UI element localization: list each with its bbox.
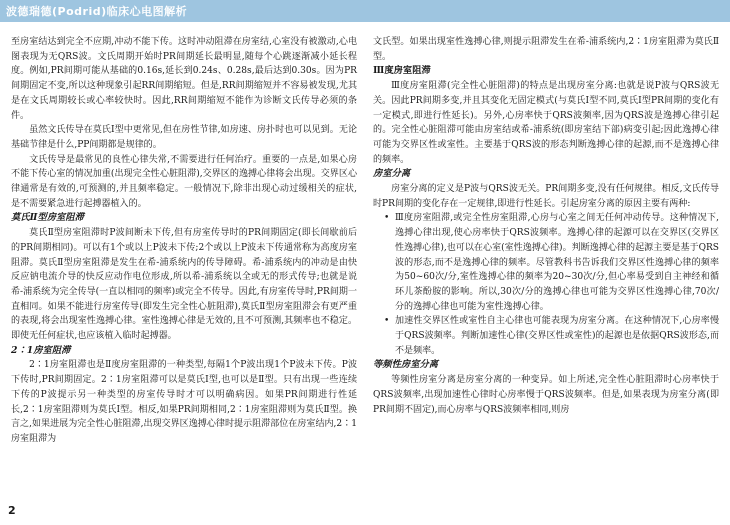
paragraph: Ⅲ度房室阻滞(完全性心脏阻滞)的特点是出现房室分离:也就是说P波与QRS波无关。因此PR间期多变,并且其变化无固定模式(与莫氏Ⅰ型不同,莫氏Ⅰ型PR间期的变化有一定模式,即进行性延长)。另外,心房率快于QRS波频率,因为QRS波是逸搏心律引起的。完全性心脏阻滞可能由房室结或希-浦系统(即房室结下部)病变引起;因此逸搏心律可能为交界区性或室性。主要基于QRS波的形态判断逸搏心律的起源,而不是逸搏心律的频率。 [373, 81, 719, 165]
book-title: 波德瑞德(Podrid)临床心电图解析 [6, 5, 188, 18]
right-column [373, 35, 719, 417]
list-item: • Ⅲ度房室阻滞,或完全性房室阻滞,心房与心室之间无任何冲动传导。这种情况下,逸搏心律出现,使心房率快于QRS波频率。逸搏心律的起源可以在交界区(交界区性逸搏心律),也可以在心室(室性逸搏心律)。判断逸搏心律的起源主要是基于QRS波的形态,而不是逸搏心律的频率。尽管教科书告诉我们交界区性逸搏心律的频率为50~60次/分,室性逸搏心律的频率为20~30次/分,但心率易受到自主神经和循环儿茶酚胺的影响。所以,30次/分的逸搏心律也可能为交界区性逸搏心律,70次/分的逸搏心律也可能为室性逸搏心律。 [395, 211, 719, 314]
section-heading-third-degree: Ⅲ度房室阻滞 [373, 65, 431, 77]
section-heading-mobitz-ii: 莫氏Ⅱ型房室阻滞 [11, 212, 84, 224]
paragraph: 虽然文氏传导在莫氏I型中更常见,但在房性节律,如房速、房扑时也可以见到。无论基础节律是什么,PP间期都是规律的。 [11, 125, 357, 150]
cause-list [373, 211, 719, 358]
section-heading-2-1-block: 2∶1房室阻滞 [11, 344, 71, 356]
paragraph: 至房室结达到完全不应期,冲动不能下传。这时冲动阻滞在房室结,心室没有被激动,心电图表现为无QRS波。文氏周期开始时PR间期延长最明显,随每个心跳逐渐减小延长程度。例如,PR间期可能从基础的0.16s,延长到0.24s、0.28s,最后达到0.30s。因为PR间期固定不变,所以这种现象引起RR间期缩短。但是,RR间期缩短并不容易被发现,尤其是在文氏周期较长或心率较快时。因此,RR间期缩短不能作为诊断文氏传导必须的条件。 [11, 37, 357, 121]
paragraph: 房室分离的定义是P波与QRS波无关。PR间期多变,没有任何规律。相反,文氏传导时PR间期的变化存在一定规律,即进行性延长。引起房室分离的原因主要有两种: [373, 184, 719, 209]
paragraph: 文氏型。如果出现室性逸搏心律,则提示阻滞发生在希-浦系统内,2∶1房室阻滞为莫氏Ⅱ型。 [373, 37, 719, 62]
page-number: 2 [8, 504, 16, 517]
paragraph: 等频性房室分离是房室分离的一种变异。如上所述,完全性心脏阻滞时心房率快于QRS波频率,出现加速性心律时心房率慢于QRS波频率。但是,如果表现为房室分离(即PR间期不固定),而心房率与QRS波频率相同,则房 [373, 375, 719, 415]
paragraph: 莫氏Ⅱ型房室阻滞时P波间断未下传,但有房室传导时的PR间期固定(即长间歇前后的PR间期相同)。可以有1个或以上P波未下传;2个或以上P波未下传通常称为高度房室阻滞。莫氏Ⅱ型房室阻滞是发生在希-浦系统内的传导障碍。希-浦系统内的冲动是由快反应钠电流介导的快反应动作电位形成,所以希-浦系统以全或无的形式传导;也就是说希-浦系统为完全传导(一直以相同的频率)或完全不传导。因此,有房室传导时,PR间期一直相同。如果不能进行房室传导(即发生完全性心脏阻滞),莫氏Ⅱ型房室阻滞会有更严重的表现,将会出现室性逸搏心律。室性逸搏心律是无效的,且不可预测,其频率也不稳定。即使无任何症状,也应该植入临时起搏器。 [11, 228, 357, 342]
list-item: • 加速性交界区性或室性自主心律也可能表现为房室分离。在这种情况下,心房率慢于QRS波频率。判断加速性心律(交界区性或室性)的起源也是依据QRS波形态,而不是频率。 [395, 314, 719, 358]
section-heading-isorhythmic: 等频性房室分离 [373, 359, 439, 371]
left-column [11, 35, 357, 447]
section-heading-av-dissociation: 房室分离 [373, 168, 411, 180]
page-header [0, 0, 730, 22]
paragraph: 文氏传导是最常见的良性心律失常,不需要进行任何治疗。重要的一点是,如果心房不能下传心室的情况加重(出现完全性心脏阻滞),交界区的逸搏心律将会出现。交界区心律通常是有效的,可预测的,并且频率稳定。一般情况下,除非出现心动过缓相关的症状,是不需要紧急进行起搏器植入的。 [11, 154, 357, 209]
paragraph: 2∶1房室阻滞也是Ⅱ度房室阻滞的一种类型,每隔1个P波出现1个P波未下传。P波下传时,PR间期固定。2∶1房室阻滞可以是莫氏Ⅰ型,也可以是Ⅱ型。只有出现一些连续下传的P波提示另一种类型的房室传导时才可以明确病因。如果PR间期进行性延长,2∶1房室阻滞则为莫氏Ⅰ型。相反,如果PR间期相同,2∶1房室阻滞则为莫氏Ⅱ型。换言之,如果进展为完全性心脏阻滞,出现交界区逸搏心律时提示阻滞部位在房室结内,2∶1房室阻滞为 [11, 360, 357, 444]
